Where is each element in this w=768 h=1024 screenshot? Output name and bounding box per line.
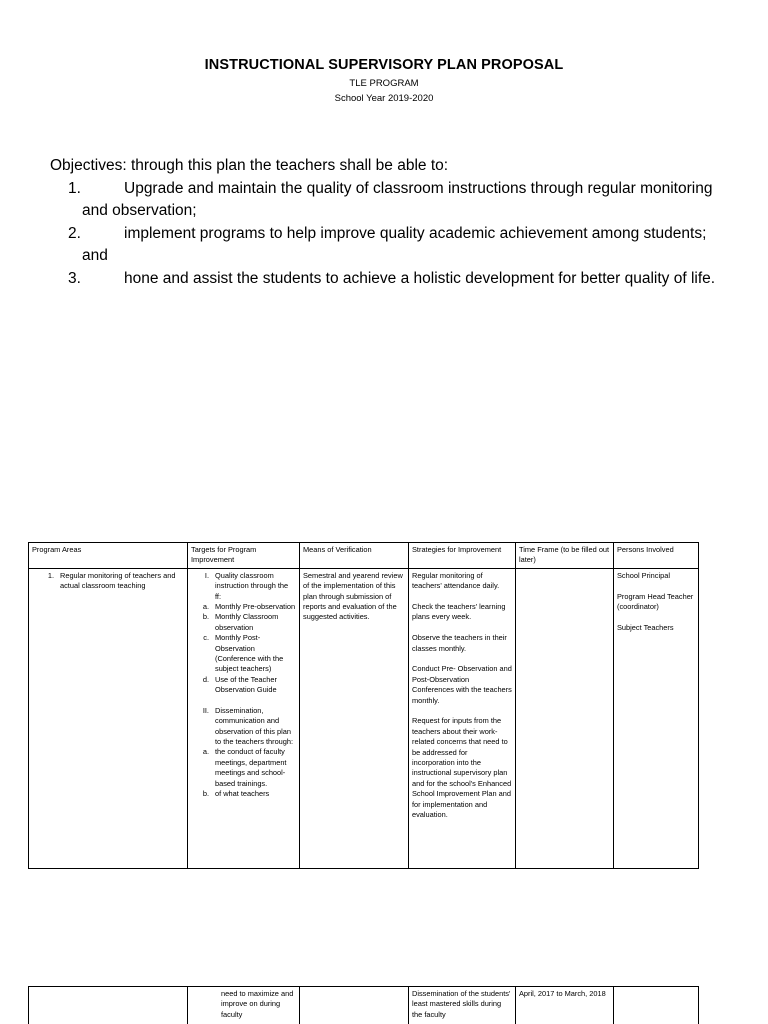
header-strategies: Strategies for Improvement <box>409 543 516 569</box>
target-number: I. <box>204 570 209 580</box>
person-item: School Principal <box>617 570 670 580</box>
strategy-item: Conduct Pre- Observation and Post-Observation Conferences with the teachers monthly. <box>412 664 512 705</box>
objective-item <box>50 178 730 223</box>
header-targets: Targets for Program Improvement <box>188 543 300 569</box>
header-program-areas: Program Areas <box>29 543 188 569</box>
sub-text: Use of the Teacher Observation Guide <box>215 674 277 695</box>
table-row <box>29 987 699 1024</box>
sub-letter: c. <box>203 633 209 643</box>
header-persons: Persons Involved <box>614 543 699 569</box>
means-cell: Semestral and yearend review of the implementation of this plan through submission of reports and evaluation of the suggested activities. <box>300 568 409 868</box>
target-number: II. <box>202 705 209 715</box>
sub-letter: b. <box>202 612 209 622</box>
table-row <box>29 568 699 868</box>
strategies-cell <box>409 568 516 868</box>
objectives-intro: Objectives: through this plan the teachers shall be able to: <box>50 157 449 174</box>
area-text: Regular monitoring of teachers and actual classroom teaching <box>60 570 176 591</box>
objective-text: hone and assist the students to achieve a holistic development for better quality of life. <box>124 269 716 287</box>
target-text: Quality classroom instruction through the ff: <box>215 570 289 601</box>
sub-text: the conduct of faculty meetings, department meetings and school-based trainings. <box>215 747 287 788</box>
sub-text: Monthly Classroom observation <box>215 612 279 632</box>
header-means: Means of Verification <box>300 543 409 569</box>
objective-item <box>50 223 730 268</box>
persons-cell <box>614 568 699 868</box>
sub-letter: a. <box>202 747 209 757</box>
sub-letter: b. <box>202 788 209 798</box>
strategy-item: Check the teachers' learning plans every week. <box>412 602 506 622</box>
targets-continued: need to maximize and improve on during faculty <box>221 989 294 1019</box>
sub-text: of what teachers <box>215 788 270 798</box>
person-item: Program Head Teacher (coordinator) <box>617 591 694 612</box>
objectives-section <box>50 155 730 290</box>
sub-text: Monthly Pre-observation <box>215 602 296 612</box>
objective-text: implement programs to help improve quality academic achievement among students; and <box>82 224 707 264</box>
time-frame-cell: April, 2017 to March, 2018 <box>516 987 614 1024</box>
plan-table-continued <box>28 986 699 1024</box>
objective-number: 1. <box>68 179 81 197</box>
school-year: School Year 2019-2020 <box>334 93 434 104</box>
sub-letter: a. <box>202 602 209 612</box>
objective-number: 2. <box>68 224 81 242</box>
target-text: Dissemination, communication and observation of this plan to the teachers through: <box>215 705 294 746</box>
objective-item <box>50 268 730 291</box>
persons-cell <box>614 987 699 1024</box>
strategy-item: Request for inputs from the teachers about their work-related concerns that need to be addressed for incorporation into the instructional supervisory plan and for the school's Enhanced School Improvement Plan and for implementation and evaluation. <box>412 716 512 820</box>
strategies-cell: Dissemination of the students' least mastered skills during the faculty <box>409 987 516 1024</box>
objective-number: 3. <box>68 269 81 287</box>
sub-letter: d. <box>202 674 209 684</box>
targets-cell <box>188 568 300 868</box>
person-item: Subject Teachers <box>617 622 674 632</box>
document-title: INSTRUCTIONAL SUPERVISORY PLAN PROPOSAL <box>204 57 564 73</box>
header-time-frame: Time Frame (to be filled out later) <box>516 543 614 569</box>
program-area-cell <box>29 987 188 1024</box>
strategy-item: Observe the teachers in their classes monthly. <box>412 633 507 653</box>
program-area-cell <box>29 568 188 868</box>
targets-cell <box>188 987 300 1024</box>
area-number: 1. <box>47 570 54 580</box>
plan-table <box>28 542 699 869</box>
time-frame-cell <box>516 568 614 868</box>
means-cell <box>300 987 409 1024</box>
strategy-item: Regular monitoring of teachers' attendance daily. <box>412 570 500 591</box>
sub-text: Monthly Post-Observation (Conference with the subject teachers) <box>215 633 284 674</box>
objective-text: Upgrade and maintain the quality of classroom instructions through regular monitoring and observation; <box>82 179 713 219</box>
program-subtitle: TLE PROGRAM <box>349 78 419 89</box>
